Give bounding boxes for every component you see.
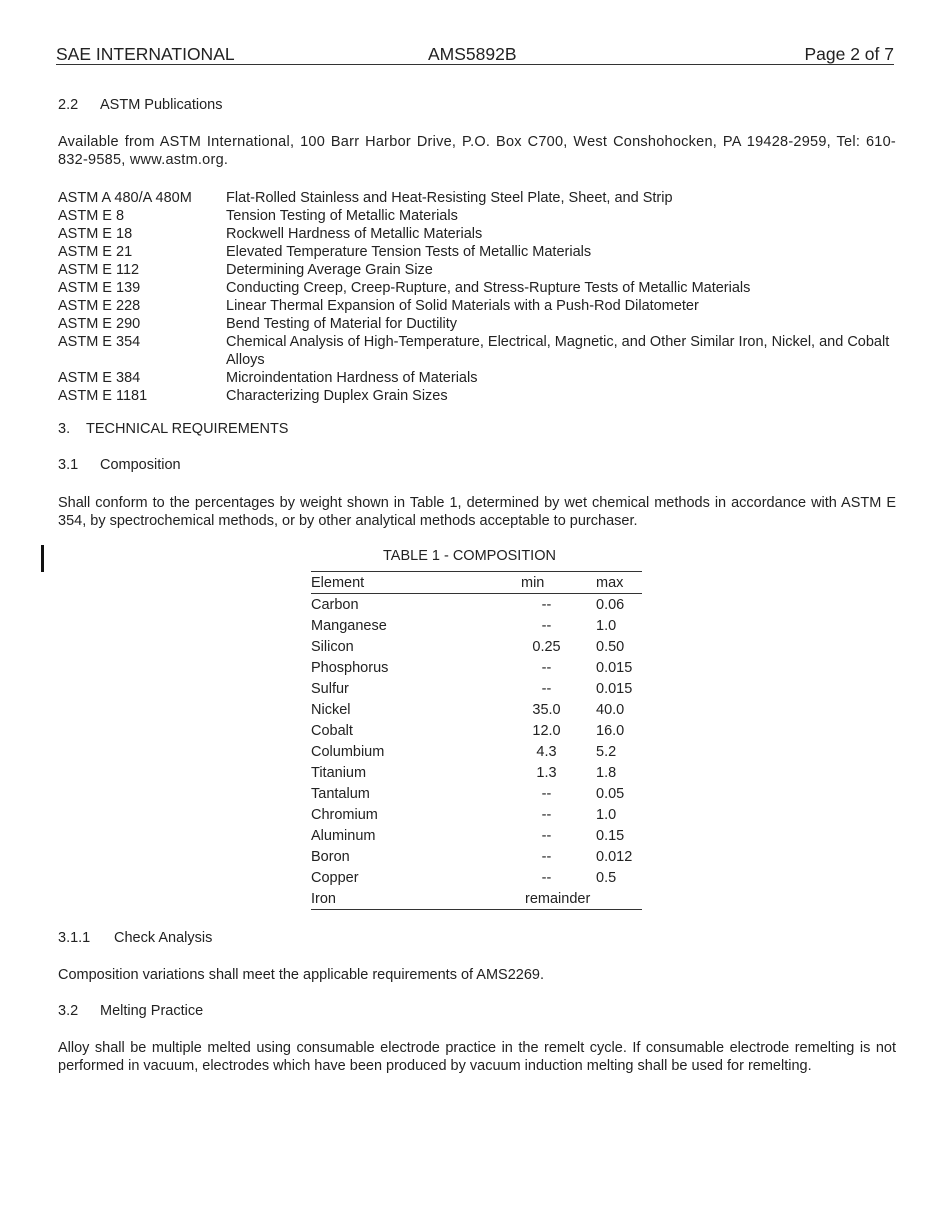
reference-code: ASTM E 21 <box>58 244 133 260</box>
cell-element: Cobalt <box>311 722 353 739</box>
cell-min: 0.25 <box>532 638 561 655</box>
reference-title: Bend Testing of Material for Ductility <box>226 316 458 332</box>
cell-max: 0.015 <box>596 680 633 697</box>
cell-min: -- <box>541 659 552 676</box>
table-row <box>311 783 642 804</box>
cell-min: 4.3 <box>536 743 557 760</box>
section-title: TECHNICAL REQUIREMENTS <box>86 421 289 437</box>
section-3-heading <box>58 421 288 437</box>
section-number: 2.2 <box>58 97 79 113</box>
cell-element: Columbium <box>311 743 385 760</box>
reference-title: Characterizing Duplex Grain Sizes <box>226 388 448 404</box>
table-row <box>311 867 642 888</box>
cell-max: 5.2 <box>596 743 617 760</box>
reference-title: Rockwell Hardness of Metallic Materials <box>226 226 483 242</box>
table-row <box>311 699 642 720</box>
section-title: Check Analysis <box>114 930 213 946</box>
astm-availability-paragraph: Available from ASTM International, 100 Barr Harbor Drive, P.O. Box C700, West Conshohocken, PA 19428-2959, Tel: 610-832-9585, www.astm.org. <box>58 134 896 168</box>
page-header <box>56 44 894 65</box>
cell-min: -- <box>541 827 552 844</box>
table-row <box>311 615 642 636</box>
reference-code: ASTM E 139 <box>58 280 141 296</box>
cell-max: 1.8 <box>596 764 617 781</box>
reference-code: ASTM E 384 <box>58 370 141 386</box>
cell-min: -- <box>541 680 552 697</box>
table-title: TABLE 1 - COMPOSITION <box>383 548 556 564</box>
cell-element: Carbon <box>311 596 359 613</box>
reference-title: Elevated Temperature Tension Tests of Metallic Materials <box>226 244 592 260</box>
reference-title: Microindentation Hardness of Materials <box>226 370 478 386</box>
cell-max: 16.0 <box>596 722 625 739</box>
header-max: max <box>596 572 642 594</box>
cell-max: 0.05 <box>596 785 625 802</box>
header-page-number: Page 2 of 7 <box>804 44 894 64</box>
reference-title: Conducting Creep, Creep-Rupture, and Stress-Rupture Tests of Metallic Materials <box>226 280 751 296</box>
cell-min: 35.0 <box>532 701 561 718</box>
composition-table <box>311 571 642 910</box>
table-row <box>311 825 642 846</box>
section-2-2-heading <box>58 97 223 113</box>
cell-max: 0.15 <box>596 827 625 844</box>
reference-row <box>58 261 898 279</box>
cell-element: Iron <box>311 888 521 910</box>
reference-row <box>58 315 898 333</box>
header-org: SAE INTERNATIONAL <box>56 44 235 64</box>
reference-row <box>58 369 898 387</box>
reference-row <box>58 243 898 261</box>
reference-title: Chemical Analysis of High-Temperature, Electrical, Magnetic, and Other Similar Iron, Nickel, and Cobalt Alloys <box>226 334 890 368</box>
section-number: 3.2 <box>58 1003 79 1019</box>
cell-element: Tantalum <box>311 785 370 802</box>
cell-remainder: remainder <box>521 888 642 910</box>
cell-element: Chromium <box>311 806 378 823</box>
cell-max: 0.50 <box>596 638 625 655</box>
section-title: Composition <box>100 457 181 473</box>
cell-element: Copper <box>311 869 359 886</box>
cell-min: -- <box>541 806 552 823</box>
reference-code: ASTM A 480/A 480M <box>58 190 192 206</box>
reference-row <box>58 387 898 405</box>
table-header-row <box>311 572 642 594</box>
reference-code: ASTM E 1181 <box>58 388 148 404</box>
header-element: Element <box>311 572 521 594</box>
cell-element: Titanium <box>311 764 367 781</box>
header-doc-number: AMS5892B <box>428 44 517 64</box>
reference-row <box>58 207 898 225</box>
reference-row <box>58 279 898 297</box>
cell-max: 0.012 <box>596 848 633 865</box>
reference-code: ASTM E 290 <box>58 316 141 332</box>
table-row <box>311 741 642 762</box>
cell-element: Phosphorus <box>311 659 389 676</box>
cell-max: 0.06 <box>596 596 625 613</box>
change-bar <box>41 545 44 572</box>
cell-min: -- <box>541 617 552 634</box>
reference-row <box>58 189 898 207</box>
table-row <box>311 636 642 657</box>
composition-paragraph: Shall conform to the percentages by weight shown in Table 1, determined by wet chemical methods in accordance with ASTM E 354, by spectrochemical methods, or by other analytical methods acceptable to purchaser. <box>58 495 896 529</box>
section-title: Melting Practice <box>100 1003 204 1019</box>
cell-min: 1.3 <box>536 764 557 781</box>
reference-row <box>58 297 898 315</box>
section-3-2-heading <box>58 1003 203 1019</box>
section-title: ASTM Publications <box>100 97 223 113</box>
table-row <box>311 804 642 825</box>
cell-min: 12.0 <box>532 722 561 739</box>
table-row <box>311 888 642 910</box>
astm-reference-list <box>58 189 898 405</box>
cell-max: 40.0 <box>596 701 625 718</box>
section-3-1-heading <box>58 457 181 473</box>
section-number: 3. <box>58 421 71 437</box>
cell-min: -- <box>541 785 552 802</box>
melting-practice-paragraph: Alloy shall be multiple melted using consumable electrode practice in the remelt cycle. If consumable electrode remelting is not performed in vacuum, electrodes which have been produced by vacuum induction melting shall be used for remelting. <box>58 1040 896 1074</box>
section-number: 3.1.1 <box>58 930 91 946</box>
reference-code: ASTM E 112 <box>58 262 140 278</box>
table-row <box>311 678 642 699</box>
reference-title: Determining Average Grain Size <box>226 262 433 278</box>
cell-max: 1.0 <box>596 806 617 823</box>
reference-code: ASTM E 354 <box>58 334 141 350</box>
reference-row <box>58 333 898 369</box>
reference-title: Flat-Rolled Stainless and Heat-Resisting Steel Plate, Sheet, and Strip <box>226 190 673 206</box>
reference-code: ASTM E 8 <box>58 208 125 224</box>
table-row <box>311 594 642 616</box>
reference-title: Tension Testing of Metallic Materials <box>226 208 458 224</box>
table-row <box>311 762 642 783</box>
cell-element: Silicon <box>311 638 354 655</box>
table-row <box>311 846 642 867</box>
header-min: min <box>521 572 596 594</box>
table-row <box>311 657 642 678</box>
reference-row <box>58 225 898 243</box>
reference-title: Linear Thermal Expansion of Solid Materials with a Push-Rod Dilatometer <box>226 298 699 314</box>
check-analysis-paragraph: Composition variations shall meet the applicable requirements of AMS2269. <box>58 967 545 983</box>
cell-min: -- <box>541 596 552 613</box>
cell-element: Manganese <box>311 617 387 634</box>
cell-min: -- <box>541 869 552 886</box>
cell-element: Sulfur <box>311 680 349 697</box>
cell-max: 0.015 <box>596 659 633 676</box>
table-row <box>311 720 642 741</box>
cell-element: Aluminum <box>311 827 376 844</box>
reference-code: ASTM E 18 <box>58 226 133 242</box>
section-number: 3.1 <box>58 457 79 473</box>
reference-code: ASTM E 228 <box>58 298 141 314</box>
cell-max: 1.0 <box>596 617 617 634</box>
section-3-1-1-heading <box>58 930 212 946</box>
cell-min: -- <box>541 848 552 865</box>
cell-element: Nickel <box>311 701 351 718</box>
cell-element: Boron <box>311 848 350 865</box>
cell-max: 0.5 <box>596 869 617 886</box>
